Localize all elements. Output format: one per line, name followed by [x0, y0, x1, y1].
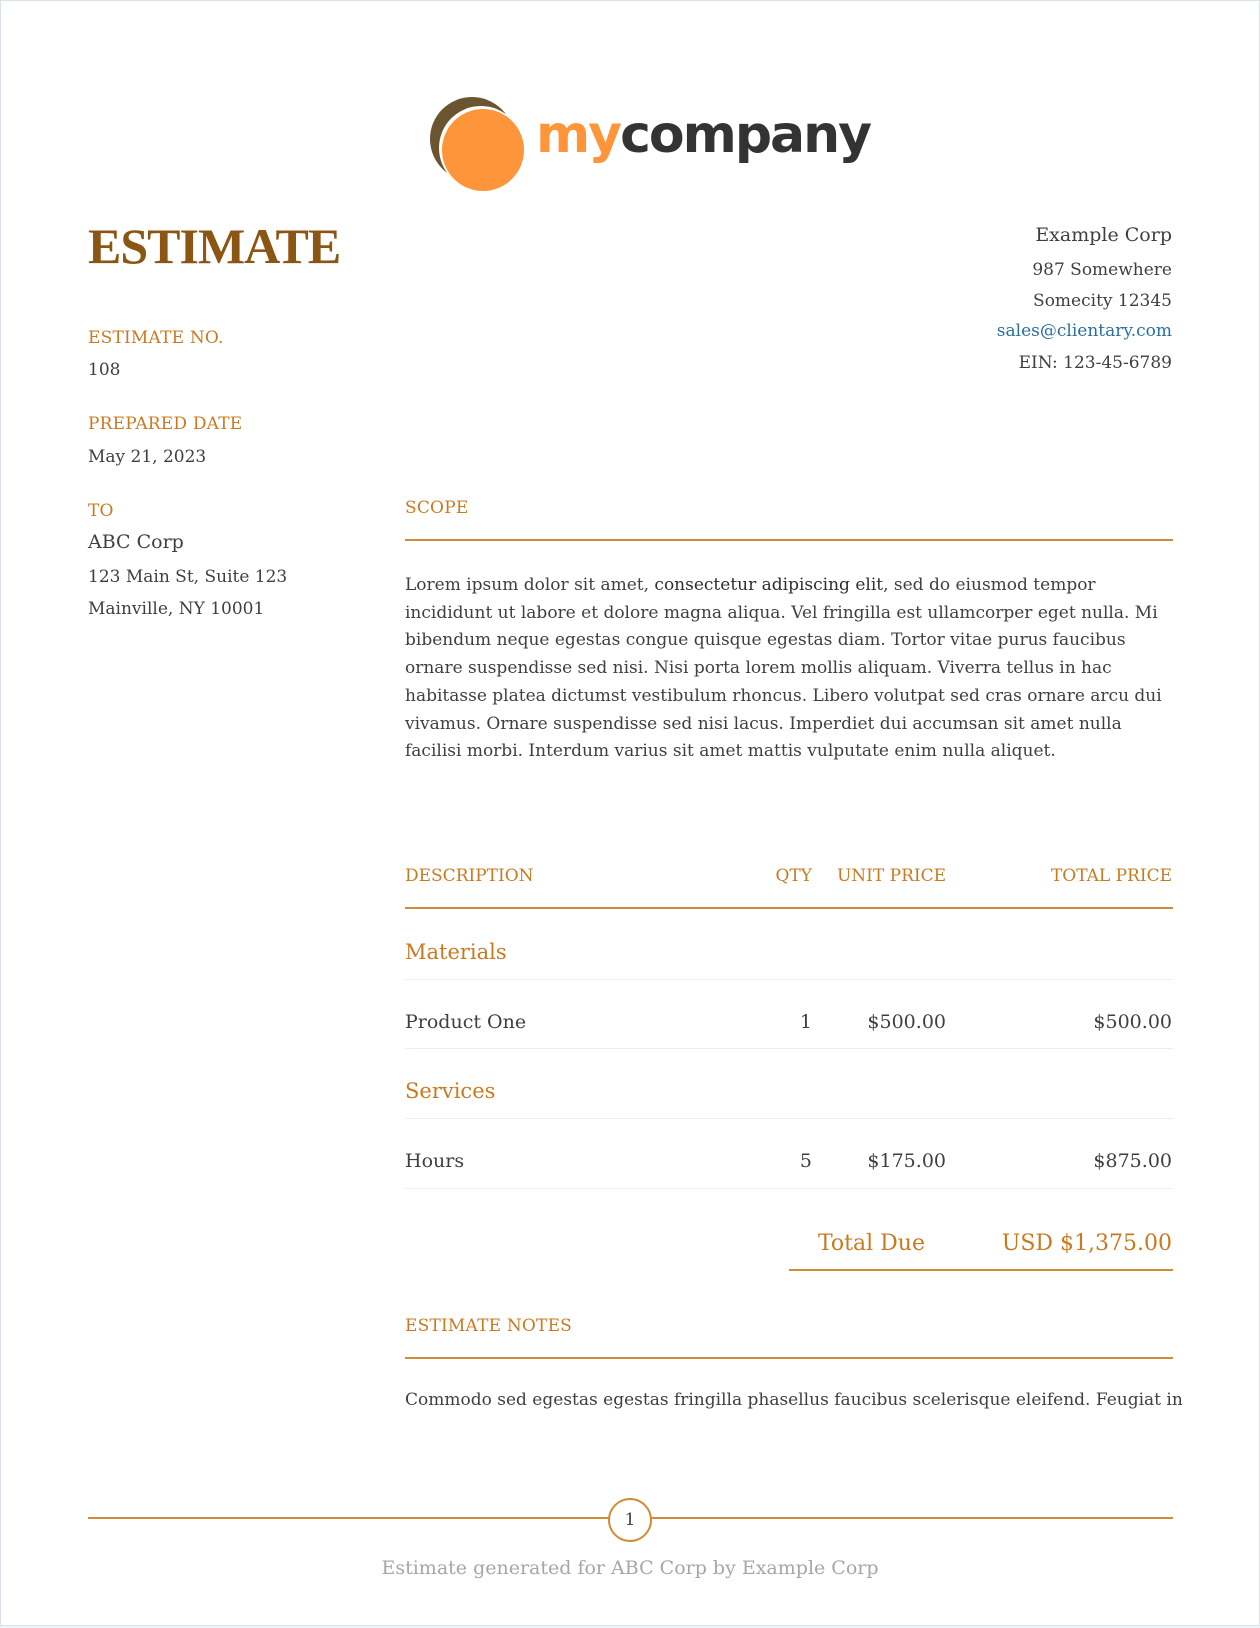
sender-email-link[interactable]: sales@clientary.com: [996, 321, 1172, 341]
recipient-label: TO: [88, 501, 114, 521]
row-divider: [405, 1188, 1173, 1189]
logo-mark-icon: [428, 97, 528, 193]
item-total-price: $875.00: [1093, 1150, 1172, 1172]
logo-wordmark: [536, 105, 870, 165]
group-heading-materials: Materials: [405, 940, 507, 964]
recipient-address-line1: 123 Main St, Suite 123: [88, 567, 288, 587]
item-description: Product One: [405, 1011, 527, 1033]
row-divider: [405, 1118, 1173, 1119]
total-due-value: USD $1,375.00: [1001, 1231, 1172, 1256]
row-divider: [405, 979, 1173, 980]
item-unit-price: $175.00: [867, 1150, 946, 1172]
estimate-no-value: 108: [88, 360, 121, 380]
scope-label: SCOPE: [405, 498, 469, 518]
sender-name: Example Corp: [1035, 224, 1172, 246]
sender-address-line1: 987 Somewhere: [1032, 260, 1172, 280]
notes-divider: [405, 1357, 1173, 1359]
col-header-total-price: TOTAL PRICE: [1050, 866, 1172, 886]
sender-address-line2: Somecity 12345: [1033, 291, 1172, 311]
item-qty: 1: [799, 1011, 812, 1033]
total-due-label: Total Due: [817, 1231, 925, 1256]
table-header-divider: [405, 907, 1173, 909]
col-header-description: DESCRIPTION: [405, 866, 534, 886]
group-heading-services: Services: [405, 1079, 496, 1103]
page-number-badge: 1: [608, 1498, 652, 1542]
scope-divider: [405, 539, 1173, 541]
prepared-date-label: PREPARED DATE: [88, 414, 243, 434]
row-divider: [405, 1048, 1173, 1049]
notes-text: Commodo sed egestas egestas fringilla phasellus faucibus scelerisque eleifend. Feugiat in: [405, 1390, 1183, 1410]
estimate-no-label: ESTIMATE NO.: [88, 328, 224, 348]
col-header-qty: QTY: [775, 866, 812, 886]
total-divider: [789, 1269, 1173, 1271]
item-description: Hours: [405, 1150, 465, 1172]
col-header-unit-price: UNIT PRICE: [836, 866, 946, 886]
sender-ein: EIN: 123-45-6789: [1018, 353, 1172, 373]
item-total-price: $500.00: [1093, 1011, 1172, 1033]
footer-text: Estimate generated for ABC Corp by Example Corp: [381, 1557, 879, 1579]
item-qty: 5: [799, 1150, 812, 1172]
recipient-address-line2: Mainville, NY 10001: [88, 599, 265, 619]
logo-wordmark-my: my: [536, 105, 621, 165]
logo-wordmark-company: company: [620, 105, 871, 165]
item-unit-price: $500.00: [867, 1011, 946, 1033]
company-logo: [428, 97, 871, 193]
recipient-name: ABC Corp: [88, 531, 184, 553]
scope-text-rest: , sed do eiusmod tempor incididunt ut labore et dolore magna aliqua. Vel fringilla est ullamcorper eget nulla. Mi bibendum neque egestas congue quisque egestas diam. Tortor vitae purus faucibus ornare suspendisse sed nisi. Nisi porta lorem mollis aliquam. Viverra tellus in hac habitasse platea dictumst vestibulum rhoncus. Libero volutpat sed cras ornare arcu dui vivamus. Ornare suspendisse sed nisi lacus. Imperdiet dui accumsan sit amet nulla facilisi morbi. Interdum varius sit amet mattis vulputate enim nulla aliquet.: [405, 575, 1162, 762]
prepared-date-value: May 21, 2023: [88, 447, 207, 467]
notes-label: ESTIMATE NOTES: [405, 1316, 573, 1336]
scope-text-emphasis: consectetur adipiscing elit: [654, 575, 884, 595]
scope-text-start: Lorem ipsum dolor sit amet,: [405, 575, 655, 595]
scope-text: [405, 572, 1173, 766]
document-title: ESTIMATE: [88, 218, 341, 274]
